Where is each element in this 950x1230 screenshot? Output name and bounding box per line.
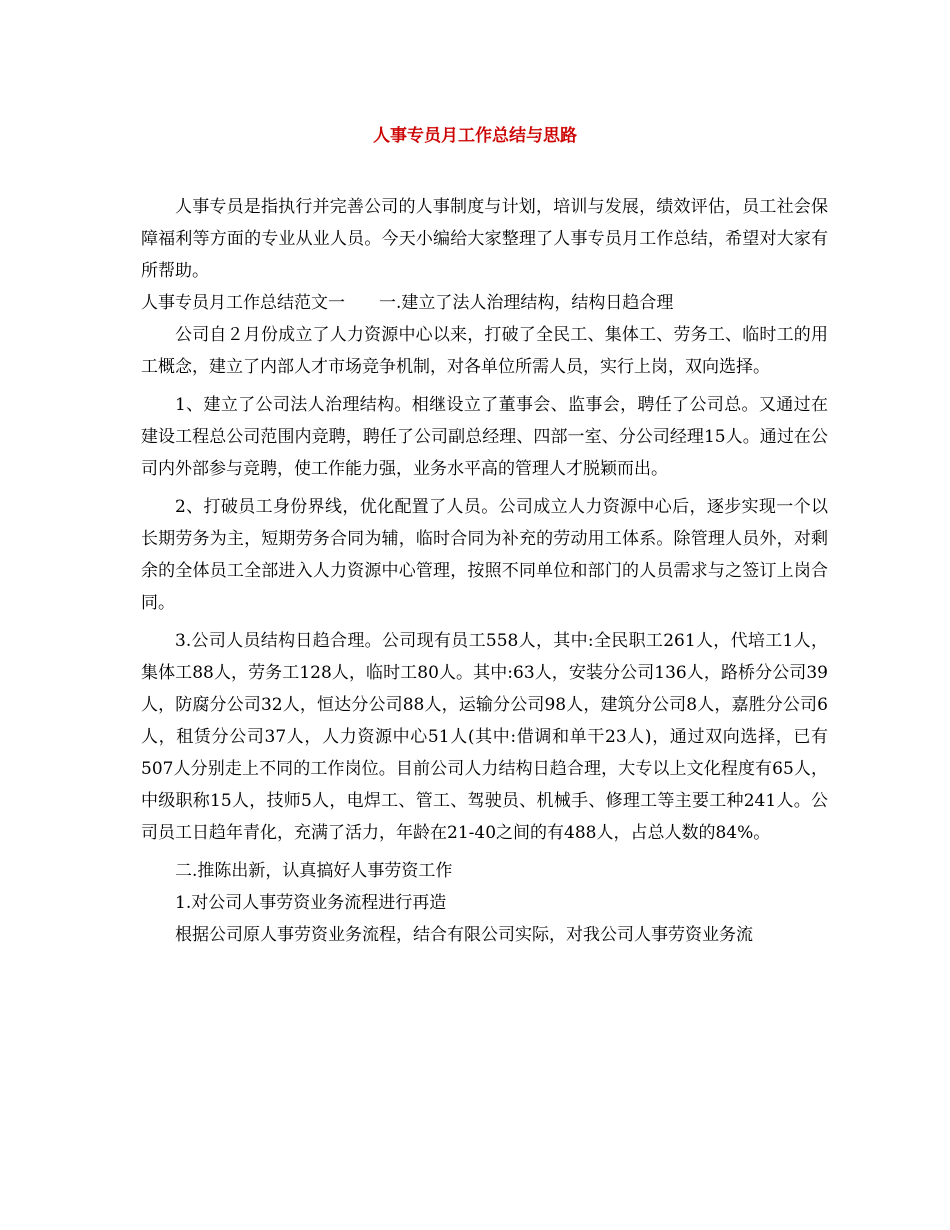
section-heading-paragraph: 人事专员月工作总结范文一 一.建立了法人治理结构，结构日趋合理 (141, 293, 674, 313)
body-paragraph: 2、打破员工身份界线，优化配置了人员。公司成立人力资源中心后，逐步实现一个以长期劳务为主，短期劳务合同为辅，临时合同为补充的劳动用工体系。除管理人员外，对剩余的全体员工全部进入人力资源中心管理，按照不同单位和部门的人员需求与之签订上岗合同。 (141, 497, 828, 613)
document-body (141, 191, 828, 951)
intro-paragraph: 人事专员是指执行并完善公司的人事制度与计划，培训与发展，绩效评估，员工社会保障福利等方面的专业从业人员。今天小编给大家整理了人事专员月工作总结，希望对大家有所帮助。 (141, 197, 828, 281)
body-paragraph: 公司自２月份成立了人力资源中心以来，打破了全民工、集体工、劳务工、临时工的用工概念，建立了内部人才市场竞争机制，对各单位所需人员，实行上岗，双向选择。 (141, 325, 828, 377)
subsection-heading: 1.对公司人事劳资业务流程进行再造 (175, 893, 447, 913)
body-paragraph: 3.公司人员结构日趋合理。公司现有员工558人，其中:全民职工261人，代培工1人，集体工88人，劳务工128人，临时工80人。其中:63人，安装分公司136人，路桥分公司39人，防腐分公司32人，恒达分公司88人，运输分公司98人，建筑分公司8人，嘉胜分公司6人，租赁分公司37人，人力资源中心51人(其中:借调和单干23人)，通过双向选择，已有507人分别走上不同的工作岗位。目前公司人力结构日趋合理，大专以上文化程度有65人，中级职称15人，技师5人，电焊工、管工、驾驶员、机械手、修理工等主要工种241人。公司员工日趋年青化，充满了活力，年龄在21-40之间的有488人，占总人数的84%。 (141, 631, 828, 843)
body-paragraph: 1、建立了公司法人治理结构。相继设立了董事会、监事会，聘任了公司总。又通过在建设工程总公司范围内竞聘，聘任了公司副总经理、四部一室、分公司经理15人。通过在公司内外部参与竞聘，使工作能力强，业务水平高的管理人才脱颖而出。 (141, 395, 828, 479)
document-title: 人事专员月工作总结与思路 (373, 126, 577, 146)
body-paragraph: 根据公司原人事劳资业务流程，结合有限公司实际，对我公司人事劳资业务流 (175, 925, 753, 945)
section-heading: 二.推陈出新，认真搞好人事劳资工作 (175, 861, 453, 881)
